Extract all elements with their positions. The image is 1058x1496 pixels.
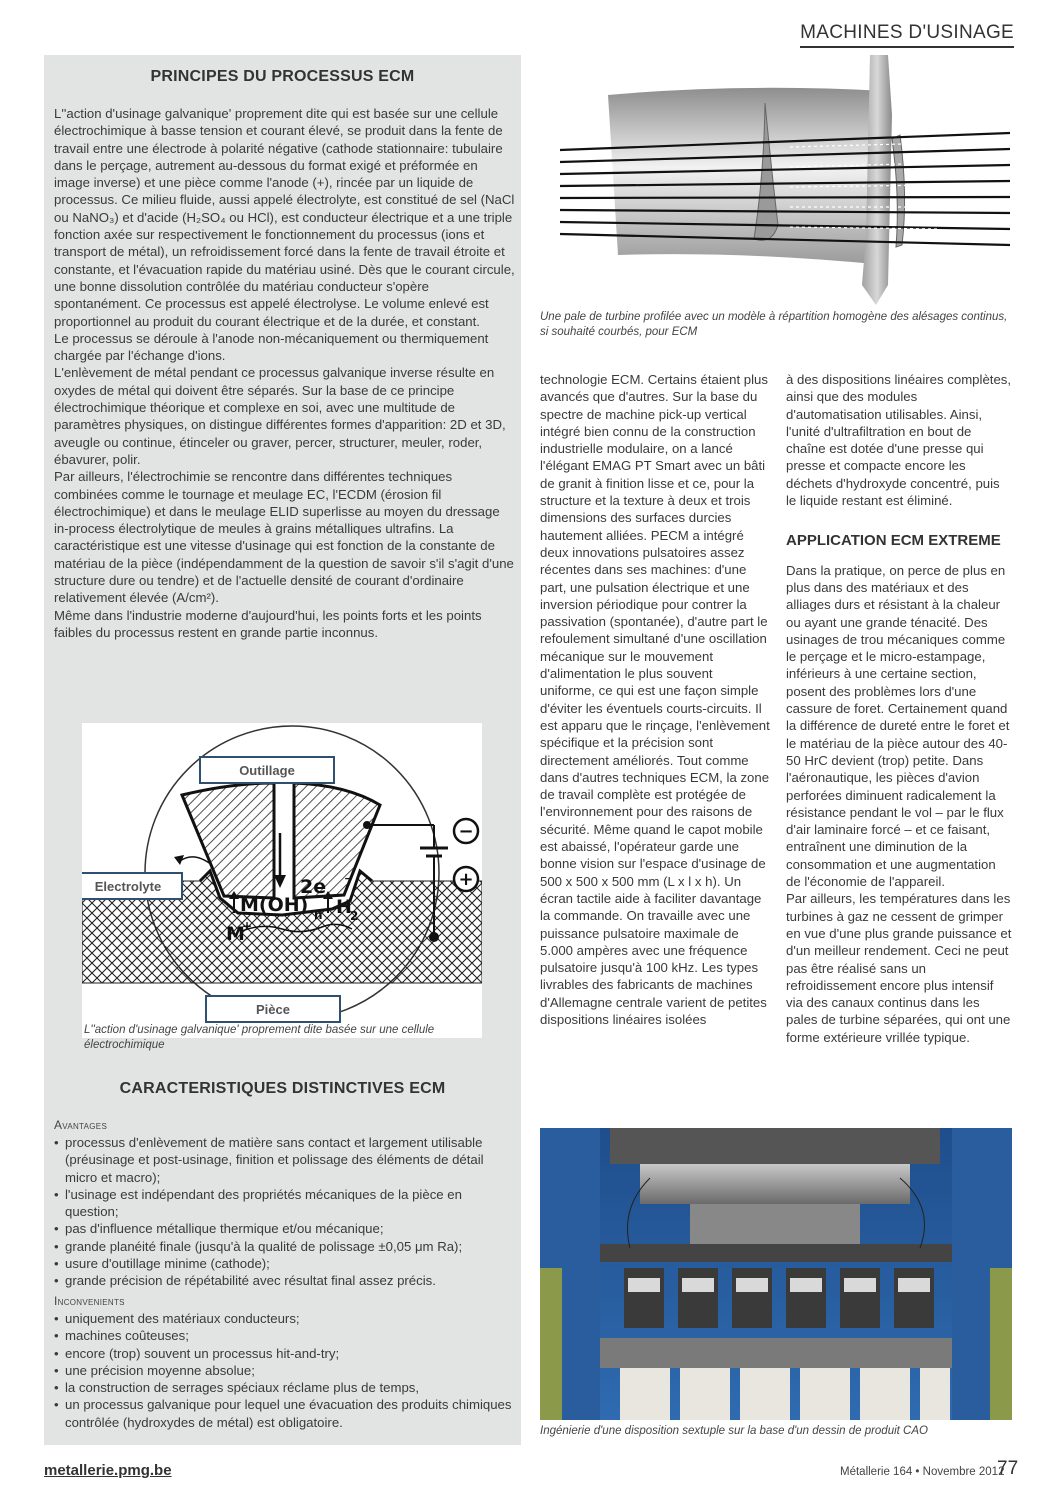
sidebar-paragraph: Le processus se déroule à l'anode non-mécaniquement ou thermiquement chargée par l'échange d'ions. bbox=[54, 330, 489, 364]
principles-sidebar bbox=[44, 55, 521, 1445]
article-paragraph: technologie ECM. Certains étaient plus avancés que d'autres. Sur la base du spectre de machine pick-up vertical intégré bien connu de la construction industrielle modulaire, on a lancé l'élégant EMAG PT Smart avec un bâti de granit à finition lisse et ce, pour la structure et la texture à deux et trois dimensions des surfaces durcies hautement alliées. PECM a intégré deux innovations pulsatoires assez récentes dans ses machines: d'une part, une pulsation électrique et une inversion périodique pour contrer la passivation (spontanée), d'autre part le refoulement simultané d'une oscillation mécanique sur le mouvement d'alimentation le plus souvent uniforme, ce qui est une façon simple d'éviter les éventuels courts-circuits. Il est apparu que le rinçage, l'enlèvement spécifique et la précision sont directement améliorés. Tout comme dans d'autres techniques ECM, la zone de travail complète est protégée de l'environnement pour des raisons de sécurité. Même quand le capot mobile est abaissé, l'opérateur garde une bonne vision sur l'espace d'usinage de 500 x 500 x 500 mm (L x l x h). Un écran tactile aide à faciliter davantage la commande. On travaille avec une puissance pulsatoire maximale de 5.000 ampères avec une fréquence pulsatoire jusqu'à 100 kHz. Les types livrables des fabricants de machines d'Allemagne centrale varient de petites dispositions linéaires isolées bbox=[540, 372, 770, 1027]
list-item: • machines coûteuses; bbox=[54, 1327, 516, 1344]
footer-website-link[interactable]: metallerie.pmg.be bbox=[44, 1462, 172, 1479]
list-item: • une précision moyenne absolue; bbox=[54, 1362, 516, 1379]
sidebar-paragraph: Même dans l'industrie moderne d'aujourd'hui, les points forts et les points faibles du processus restent en grande partie inconnus. bbox=[54, 607, 482, 640]
label-outillage: Outillage bbox=[239, 763, 295, 778]
hydroxide-label: M(OH) bbox=[240, 894, 309, 916]
article-paragraph: à des dispositions linéaires complètes, ainsi que des modules d'automatisation utilisables. Ainsi, l'unité d'ultrafiltration en bout de chaîne est dotée d'une presse qui presse et compacte encore les déchets d'hydroxyde concentré, puis le liquide restant est éliminé. bbox=[786, 372, 1012, 509]
turbine-blade-drawing bbox=[540, 55, 1010, 305]
label-piece: Pièce bbox=[256, 1002, 290, 1017]
hydroxide-subscript: n bbox=[314, 908, 323, 922]
article-column-right bbox=[786, 371, 1012, 1046]
advantages-heading: Avantages bbox=[54, 1118, 108, 1132]
list-item: • la construction de serrages spéciaux réclame plus de temps, bbox=[54, 1379, 516, 1396]
turbine-blade-illustration bbox=[540, 55, 1010, 305]
svg-text:+: + bbox=[242, 919, 253, 933]
svg-text:−: − bbox=[344, 872, 354, 885]
minus-symbol: − bbox=[458, 821, 474, 842]
turbine-caption: Une pale de turbine profilée avec un modèle à répartition homogène des alésages continus, si souhaité courbés, pour ECM bbox=[540, 311, 1008, 338]
sidebar-title: PRINCIPES DU PROCESSUS ECM bbox=[150, 68, 415, 85]
ecm-diagram-caption: L''action d'usinage galvanique' proprement dite basée sur une cellule électrochimique bbox=[84, 1024, 435, 1051]
list-item: • grande précision de répétabilité avec résultat final assez précis. bbox=[54, 1272, 516, 1289]
machine-photo bbox=[540, 1128, 1012, 1420]
list-item: • un processus galvanique pour lequel une évacuation des produits chimiques contrôlée (hydroxydes de métal) est obligatoire. bbox=[54, 1396, 516, 1431]
electrons-label: 2e bbox=[300, 876, 327, 898]
inconvenients-heading: Inconvenients bbox=[54, 1294, 125, 1308]
list-item: • usure d'outillage minime (cathode); bbox=[54, 1255, 516, 1272]
hydrogen-label: H bbox=[336, 896, 352, 918]
advantages-list bbox=[54, 1134, 516, 1290]
label-electrolyte: Electrolyte bbox=[94, 879, 162, 894]
inconvenients-list bbox=[54, 1310, 516, 1431]
list-item: • processus d'enlèvement de matière sans contact et largement utilisable (préusinage et post-usinage, finition et polissage des éléments de détail micro et macro); bbox=[54, 1134, 516, 1186]
list-item: • grande planéité finale (jusqu'à la qualité de polissage ±0,05 μm Ra); bbox=[54, 1238, 516, 1255]
article-paragraph: Par ailleurs, les températures dans les turbines à gaz ne cessent de grimper en vue d'une plus grande puissance et d'un meilleur rendement. Ceci ne peut pas être réalisé sans un refroidissement encore plus intensif via des canaux continus dans les pales de turbine séparées, qui ont une forme extérieure vrillée typique. bbox=[786, 891, 1012, 1045]
section-header: MACHINES D'USINAGE bbox=[800, 22, 1014, 48]
footer-magazine-issue: Métallerie 164 • Novembre 2012 bbox=[840, 1466, 1005, 1478]
list-item: • l'usinage est indépendant des propriétés mécaniques de la pièce en question; bbox=[54, 1186, 516, 1221]
sidebar-title-2: CARACTERISTIQUES DISTINCTIVES ECM bbox=[119, 1080, 446, 1097]
sidebar-body bbox=[54, 105, 516, 641]
sidebar-paragraph: Par ailleurs, l'électrochimie se rencontre dans différentes techniques combinées comme le tournage et meulage EC, l'ECDM (érosion fil électrochimique) et dans le meulage ELID superlisse au moyen du dressage in-process électrolytique de meules à grains métalliques ultrafins. La caractéristique est une vitesse d'usinage qui est fonction de la constante de matériau de la pièce (indépendamment de la question de savoir s'il s'agit d'une structure dure ou tendre) et de l'actuelle densité de courant d'ordinaire relativement élevée (A/cm²). bbox=[54, 469, 514, 606]
list-item: • uniquement des matériaux conducteurs; bbox=[54, 1310, 516, 1327]
list-item: • encore (trop) souvent un processus hit-and-try; bbox=[54, 1345, 516, 1362]
list-item: • pas d'influence métallique thermique et/ou mécanique; bbox=[54, 1220, 516, 1237]
sidebar-paragraph: L'enlèvement de métal pendant ce processus galvanique inverse résulte en oxydes de métal qui doivent être séparés. Sur la base de ce principe électrochimique théorique et complexe en soi, avec une multitude de paramètres physiques, on distingue différentes formes d'apparition: 2D et 3D, aveugle ou continue, étinceler ou graver, percer, structurer, meuler, roder, ébavurer, polir. bbox=[54, 365, 506, 467]
plus-symbol: + bbox=[458, 869, 474, 890]
section-title-application: APPLICATION ECM EXTREME bbox=[786, 532, 1001, 550]
hydrogen-subscript: 2 bbox=[350, 909, 359, 923]
machine-photo-drawing bbox=[540, 1128, 1012, 1420]
article-column-middle bbox=[540, 371, 771, 1028]
ecm-cell-diagram bbox=[82, 723, 482, 1038]
sidebar-paragraph: L''action d'usinage galvanique' proprement dite qui est basée sur une cellule électrochimique à basse tension et courant élevé, se produit dans la fente de travail entre une électrode à polarité négative (cathode stationnaire: tubulaire dans le perçage, autrement au-dessous du format exigé et préformée en image inverse) et une pièce comme l'anode (+), rincée par un liquide de processus. Ce milieu fluide, aussi appelé électrolyte, est constitué de sel (NaCl ou NaNO₃) et d'acide (H₂SO₄ ou HCl), est conducteur électrique et a une triple fonction axée sur respectivement le fonctionnement du processus (ions et transport de métal), un refroidissement forcé dans la fente de travail étroite et constante, et l'évacuation rapide du matériau usiné. Dès que le courant circule, une bonne dissolution contrôlée du matériau conducteur s'opère spontanément. Ce processus est appelé électrolyse. Le volume enlevé est proportionnel au produit du courant électrique et de la durée, et constant. bbox=[54, 106, 515, 329]
metal-ion-label: M bbox=[226, 923, 245, 945]
article-paragraph: Dans la pratique, on perce de plus en plus dans des matériaux et des alliages durs et résistant à la chaleur ou ayant une grande ténacité. Des usinages de trou mécaniques comme le perçage et le micro-estampage, inférieurs à une certaine section, posent des problèmes lors d'une cassure de foret. Certainement quand la différence de dureté entre le foret et le matériau de la pièce autour des 40-50 HrC devient (trop) petite. Dans l'aéronautique, les pièces d'avion perforées diminuent radicalement la résistance pendant le vol – par le flux d'air laminaire forcé – et ce faisant, entraînent une diminution de la consommation et une augmentation de l'économie de l'appareil. bbox=[786, 562, 1010, 890]
ecm-cell-drawing bbox=[82, 723, 482, 1038]
page-number: 77 bbox=[997, 1458, 1019, 1479]
machine-photo-caption: Ingénierie d'une disposition sextuple sur la base d'un dessin de produit CAO bbox=[540, 1425, 928, 1437]
